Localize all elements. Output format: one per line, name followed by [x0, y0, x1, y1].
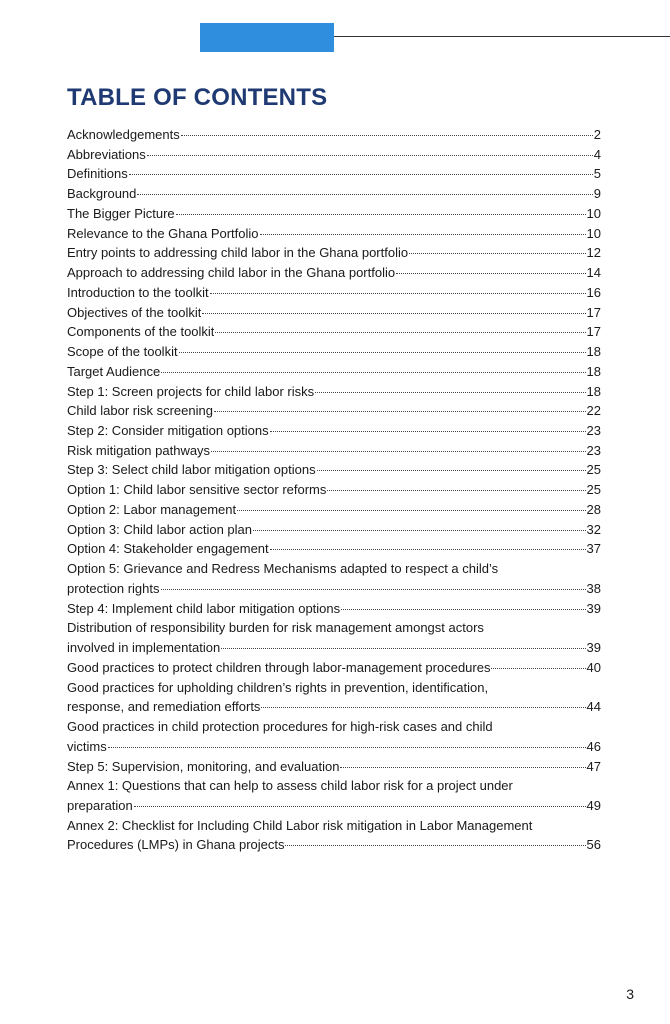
toc-entry[interactable] — [67, 500, 601, 520]
dot-leader — [396, 273, 585, 274]
toc-entry[interactable] — [67, 164, 601, 184]
dot-leader — [491, 668, 585, 669]
toc-entry-label: protection rights — [67, 580, 160, 596]
toc-entry[interactable] — [67, 184, 601, 204]
toc-entry-label: Relevance to the Ghana Portfolio — [67, 225, 259, 241]
header-rule — [334, 36, 670, 37]
toc-entry-label: Background — [67, 186, 137, 202]
toc-entry[interactable] — [67, 303, 601, 323]
toc-entry-label: Step 1: Screen projects for child labor risks — [67, 383, 315, 399]
toc-entry[interactable] — [67, 224, 601, 244]
toc-entry-page-number: 17 — [586, 324, 601, 340]
toc-entry-page-number: 2 — [593, 127, 601, 142]
dot-leader — [315, 392, 585, 393]
toc-entry-label: Step 3: Select child labor mitigation options — [67, 462, 316, 478]
dot-leader — [260, 234, 586, 235]
dot-leader — [253, 530, 586, 531]
dot-leader — [129, 174, 593, 175]
dot-leader — [270, 549, 586, 550]
toc-entry-label-line1: Annex 1: Questions that can help to assess child labor risk for a project under — [67, 778, 513, 794]
toc-entry[interactable] — [67, 757, 601, 777]
dot-leader — [211, 451, 585, 452]
toc-entry-page-number: 39 — [586, 600, 601, 616]
toc-entry-page-number: 18 — [586, 383, 601, 399]
toc-entry-label: Objectives of the toolkit — [67, 304, 202, 320]
toc-entry-page-number: 47 — [586, 758, 601, 774]
toc-entry-label: Abbreviations — [67, 146, 146, 162]
toc-entry-label: Entry points to addressing child labor in the Ghana portfolio — [67, 245, 409, 261]
toc-entry-page-number: 32 — [586, 521, 601, 537]
toc-entry-label: Option 3: Child labor action plan — [67, 521, 253, 537]
toc-entry-label: Definitions — [67, 166, 128, 182]
toc-entry-label: Acknowledgements — [67, 127, 180, 142]
toc-entry[interactable] — [67, 717, 601, 756]
header-accent-bar — [200, 23, 334, 52]
toc-entry-label: Option 1: Child labor sensitive sector reforms — [67, 482, 327, 498]
toc-entry-page-number: 38 — [586, 580, 601, 596]
dot-leader — [134, 806, 586, 807]
dot-leader — [317, 470, 586, 471]
toc-entry-label: Procedures (LMPs) in Ghana projects — [67, 837, 285, 853]
toc-entry[interactable] — [67, 283, 601, 303]
toc-entry-page-number: 9 — [593, 186, 601, 202]
toc-entry[interactable] — [67, 263, 601, 283]
toc-entry-page-number: 40 — [586, 659, 601, 675]
toc-entry-label-line1: Good practices in child protection procedures for high-risk cases and child — [67, 719, 493, 735]
dot-leader — [327, 490, 585, 491]
dot-leader — [147, 155, 593, 156]
toc-entry-page-number: 14 — [586, 265, 601, 281]
toc-entry[interactable] — [67, 401, 601, 421]
toc-entry-page-number: 10 — [586, 225, 601, 241]
toc-entry-label: Option 2: Labor management — [67, 501, 237, 517]
dot-leader — [214, 411, 586, 412]
dot-leader — [137, 194, 592, 195]
toc-entry[interactable] — [67, 362, 601, 382]
toc-entry[interactable] — [67, 204, 601, 224]
toc-entry-page-number: 25 — [586, 482, 601, 498]
toc-entry[interactable] — [67, 145, 601, 165]
toc-entry-label: response, and remediation efforts — [67, 699, 261, 715]
toc-entry[interactable] — [67, 776, 601, 815]
toc-entry[interactable] — [67, 816, 601, 855]
page-number: 3 — [626, 986, 634, 1002]
toc-entry-page-number: 23 — [586, 423, 601, 439]
toc-entry-page-number: 39 — [586, 640, 601, 656]
toc-entry-page-number: 4 — [593, 146, 601, 162]
dot-leader — [179, 352, 586, 353]
toc-entry-label: The Bigger Picture — [67, 205, 175, 221]
toc-entry-page-number: 46 — [586, 738, 601, 754]
page-title: TABLE OF CONTENTS — [67, 84, 328, 111]
toc-entry[interactable] — [67, 342, 601, 362]
dot-leader — [221, 648, 585, 649]
toc-entry-page-number: 56 — [586, 837, 601, 853]
dot-leader — [215, 332, 585, 333]
toc-entry-label-line1: Distribution of responsibility burden for risk management amongst actors — [67, 620, 484, 636]
dot-leader — [202, 313, 585, 314]
toc-entry-page-number: 28 — [586, 501, 601, 517]
toc-entry-label-line1: Annex 2: Checklist for Including Child Labor risk mitigation in Labor Management — [67, 817, 533, 833]
dot-leader — [181, 135, 593, 136]
toc-entry[interactable] — [67, 480, 601, 500]
toc-entry-label-line1: Option 5: Grievance and Redress Mechanisms adapted to respect a child’s — [67, 561, 499, 577]
toc-entry-page-number: 37 — [586, 541, 601, 557]
toc-entry-page-number: 5 — [593, 166, 601, 182]
dot-leader — [210, 293, 586, 294]
toc-entry-label: Components of the toolkit — [67, 324, 215, 340]
toc-entry-label: Step 4: Implement child labor mitigation options — [67, 600, 341, 616]
toc-entry-page-number: 17 — [586, 304, 601, 320]
toc-entry[interactable] — [67, 243, 601, 263]
toc-entry[interactable] — [67, 421, 601, 441]
dot-leader — [285, 845, 585, 846]
toc-entry-page-number: 10 — [586, 205, 601, 221]
toc-entry-label: Step 2: Consider mitigation options — [67, 423, 269, 439]
toc-entry-label: Scope of the toolkit — [67, 344, 178, 360]
toc-entry-label: Option 4: Stakeholder engagement — [67, 541, 269, 557]
toc-entry[interactable] — [67, 520, 601, 540]
dot-leader — [161, 372, 585, 373]
toc-entry-label: Target Audience — [67, 363, 161, 379]
toc-entry-label: involved in implementation — [67, 640, 221, 656]
toc-entry[interactable] — [67, 559, 601, 598]
toc-entry[interactable] — [67, 658, 601, 678]
toc-entry[interactable] — [67, 618, 601, 657]
toc-entry-page-number: 18 — [586, 363, 601, 379]
toc-entry-page-number: 49 — [586, 797, 601, 813]
dot-leader — [108, 747, 586, 748]
toc-entry[interactable] — [67, 460, 601, 480]
toc-entry[interactable] — [67, 441, 601, 461]
table-of-contents — [67, 125, 601, 855]
toc-entry[interactable] — [67, 322, 601, 342]
dot-leader — [340, 767, 585, 768]
toc-entry[interactable] — [67, 539, 601, 559]
toc-entry[interactable] — [67, 678, 601, 717]
toc-entry-label: Introduction to the toolkit — [67, 284, 209, 300]
toc-entry-label: Good practices to protect children through labor-management procedures — [67, 659, 491, 675]
toc-entry[interactable] — [67, 599, 601, 619]
dot-leader — [237, 510, 585, 511]
toc-entry-page-number: 23 — [586, 442, 601, 458]
dot-leader — [261, 707, 585, 708]
toc-entry-page-number: 18 — [586, 344, 601, 360]
toc-entry[interactable] — [67, 382, 601, 402]
toc-entry-label: Approach to addressing child labor in the Ghana portfolio — [67, 265, 396, 281]
toc-entry-label: Step 5: Supervision, monitoring, and evaluation — [67, 758, 340, 774]
toc-entry-page-number: 12 — [586, 245, 601, 261]
toc-entry-page-number: 25 — [586, 462, 601, 478]
dot-leader — [176, 214, 586, 215]
dot-leader — [409, 253, 585, 254]
toc-entry-page-number: 22 — [586, 403, 601, 419]
toc-entry-label: preparation — [67, 797, 133, 813]
toc-entry-label: Risk mitigation pathways — [67, 442, 211, 458]
toc-entry-label: victims — [67, 738, 107, 754]
toc-entry-page-number: 16 — [586, 284, 601, 300]
toc-entry-label-line1: Good practices for upholding children’s rights in prevention, identification, — [67, 679, 489, 695]
dot-leader — [270, 431, 586, 432]
dot-leader — [341, 609, 585, 610]
dot-leader — [161, 589, 586, 590]
toc-entry[interactable] — [67, 125, 601, 145]
toc-entry-label: Child labor risk screening — [67, 403, 213, 419]
toc-entry-page-number: 44 — [586, 699, 601, 715]
